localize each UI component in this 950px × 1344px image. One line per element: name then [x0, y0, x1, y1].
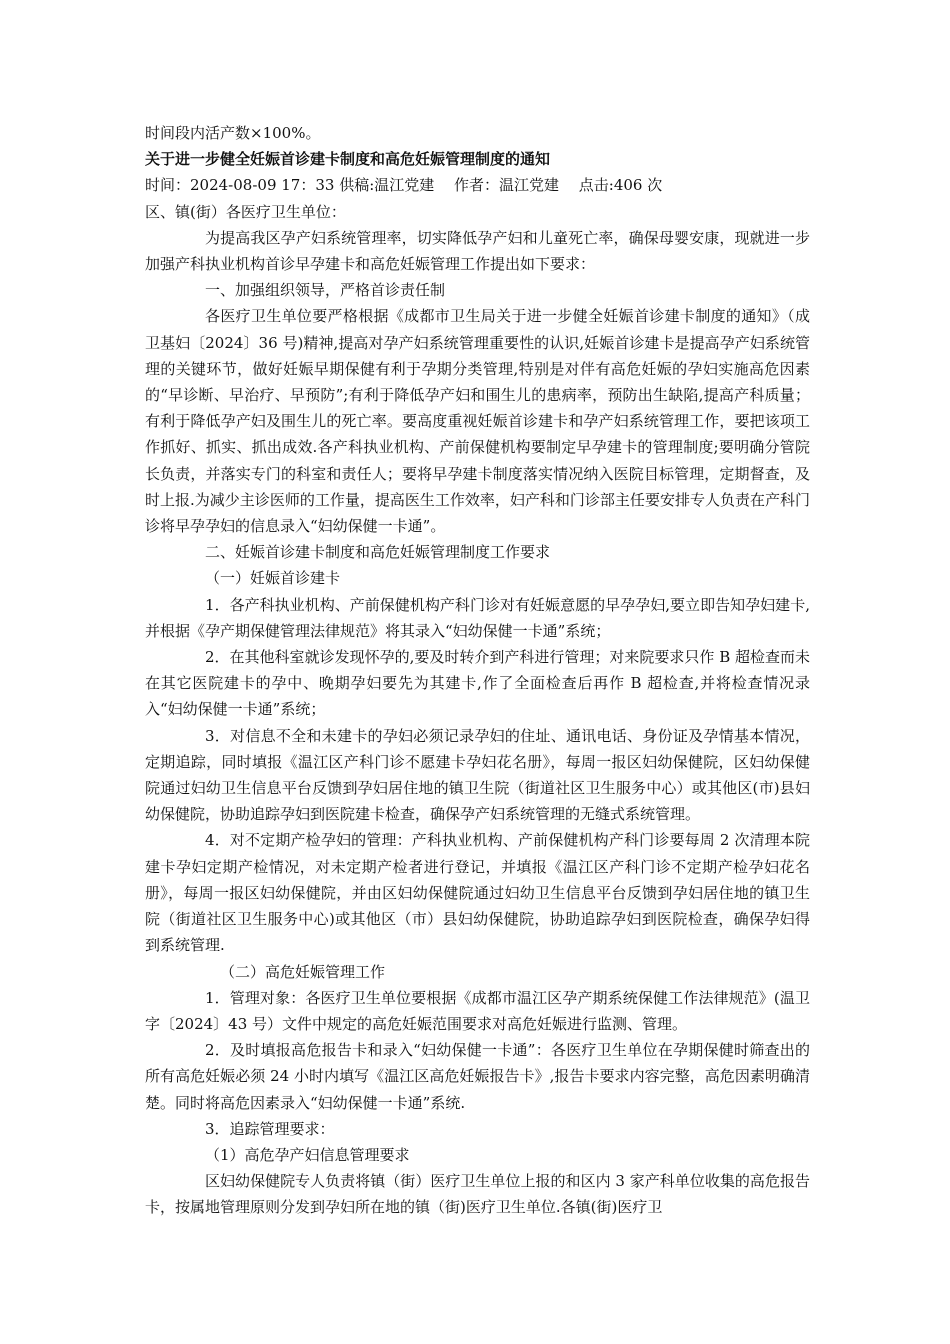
section-heading-1: 一、加强组织领导，严格首诊责任制 [205, 281, 446, 300]
article-title: 关于进一步健全妊娠首诊建卡制度和高危妊娠管理制度的通知 [145, 150, 551, 169]
article-meta: 时间：2024-08-09 17：33 供稿:温江党建 作者：温江党建 点击:406 次 [145, 176, 663, 195]
paragraph-2-1-2: 2．在其他科室就诊发现怀孕的,要及时转介到产科进行管理；对来院要求只作 B 超检查而未在其它医院建卡的孕中、晚期孕妇要先为其建卡,作了全面检查后再作 B 超检查,并将检查情况录入“妇幼保健一卡通”系统； [145, 648, 810, 719]
paragraph-2-2-2: 2．及时填报高危报告卡和录入“妇幼保健一卡通”：各医疗卫生单位在孕期保健时筛查出的所有高危妊娠必须 24 小时内填写《温江区高危妊娠报告卡》,报告卡要求内容完整，高危因素明确清楚。同时将高危因素录入“妇幼保健一卡通”系统. [145, 1041, 810, 1112]
paragraph-2-1-4: 4．对不定期产检孕妇的管理：产科执业机构、产前保健机构产科门诊要每周 2 次清理本院建卡孕妇定期产检情况，对未定期产检者进行登记，并填报《温江区产科门诊不定期产检孕妇花名册》，每周一报区妇幼保健院，并由区妇幼保健院通过妇幼卫生信息平台反馈到孕妇居住地的镇卫生院（街道社区卫生服务中心)或其他区（市）县妇幼保健院，协助追踪孕妇到医院检查，确保孕妇得到系统管理. [145, 831, 810, 955]
subsection-heading-2-1: （一）妊娠首诊建卡 [205, 569, 341, 588]
paragraph-section-1: 各医疗卫生单位要严格根据《成都市卫生局关于进一步健全妊娠首诊建卡制度的通知》（成卫基妇〔2024〕36 号)精神,提高对孕产妇系统管理重要性的认识,妊娠首诊建卡是提高孕产妇系统管理的关键环节，做好妊娠早期保健有利于孕期分类管理,特别是对伴有高危妊娠的孕妇实施高危因素的“早诊断、早治疗、早预防”;有利于降低孕产妇和围生儿的患病率，预防出生缺陷,提高产科质量；有利于降低孕产妇及围生儿的死亡率。要高度重视妊娠首诊建卡和孕产妇系统管理工作，要把该项工作抓好、抓实、抓出成效.各产科执业机构、产前保健机构要制定早孕建卡的管理制度;要明确分管院长负责，并落实专门的科室和责任人；要将早孕建卡制度落实情况纳入医院目标管理，定期督查，及时上报.为减少主诊医师的工作量，提高医生工作效率，妇产科和门诊部主任要安排专人负责在产科门诊将早孕孕妇的信息录入“妇幼保健一卡通”。 [145, 307, 810, 536]
paragraph-last: 区妇幼保健院专人负责将镇（街）医疗卫生单位上报的和区内 3 家产科单位收集的高危报告卡，按属地管理原则分发到孕妇所在地的镇（街)医疗卫生单位.各镇(街)医疗卫 [145, 1172, 810, 1217]
paragraph-2-2-3: 3．追踪管理要求： [205, 1119, 335, 1138]
paragraph-2-2-1: 1．管理对象：各医疗卫生单位要根据《成都市温江区孕产期系统保健工作法律规范》(温卫字〔2024〕43 号）文件中规定的高危妊娠范围要求对高危妊娠进行监测、管理。 [145, 988, 810, 1033]
intro-fragment: 时间段内活产数×100%。 [145, 124, 321, 142]
paragraph-2-1-1: 1．各产科执业机构、产前保健机构产科门诊对有妊娠意愿的早孕孕妇,要立即告知孕妇建卡,并根据《孕产期保健管理法律规范》将其录入“妇幼保健一卡通”系统； [145, 595, 810, 640]
section-heading-2: 二、妊娠首诊建卡制度和高危妊娠管理制度工作要求 [205, 543, 551, 562]
paragraph-2-1-3: 3．对信息不全和未建卡的孕妇必须记录孕妇的住址、通讯电话、身份证及孕情基本情况，定期追踪，同时填报《温江区产科门诊不愿建卡孕妇花名册》，每周一报区妇幼保健院，区妇幼保健院通过妇幼卫生信息平台反馈到孕妇居住地的镇卫生院（街道社区卫生服务中心）或其他区(市)县妇幼保健院，协助追踪孕妇到医院建卡检查，确保孕产妇系统管理的无缝式系统管理。 [145, 726, 810, 824]
document-page [145, 120, 810, 1221]
salutation: 区、镇(街）各医疗卫生单位： [145, 202, 346, 221]
subsection-heading-2-2-3-1: （1）高危孕产妇信息管理要求 [205, 1145, 410, 1164]
subsection-heading-2-2: （二）高危妊娠管理工作 [220, 962, 386, 981]
paragraph-intro: 为提高我区孕产妇系统管理率，切实降低孕产妇和儿童死亡率，确保母婴安康，现就进一步加强产科执业机构首诊早孕建卡和高危妊娠管理工作提出如下要求： [145, 228, 810, 274]
